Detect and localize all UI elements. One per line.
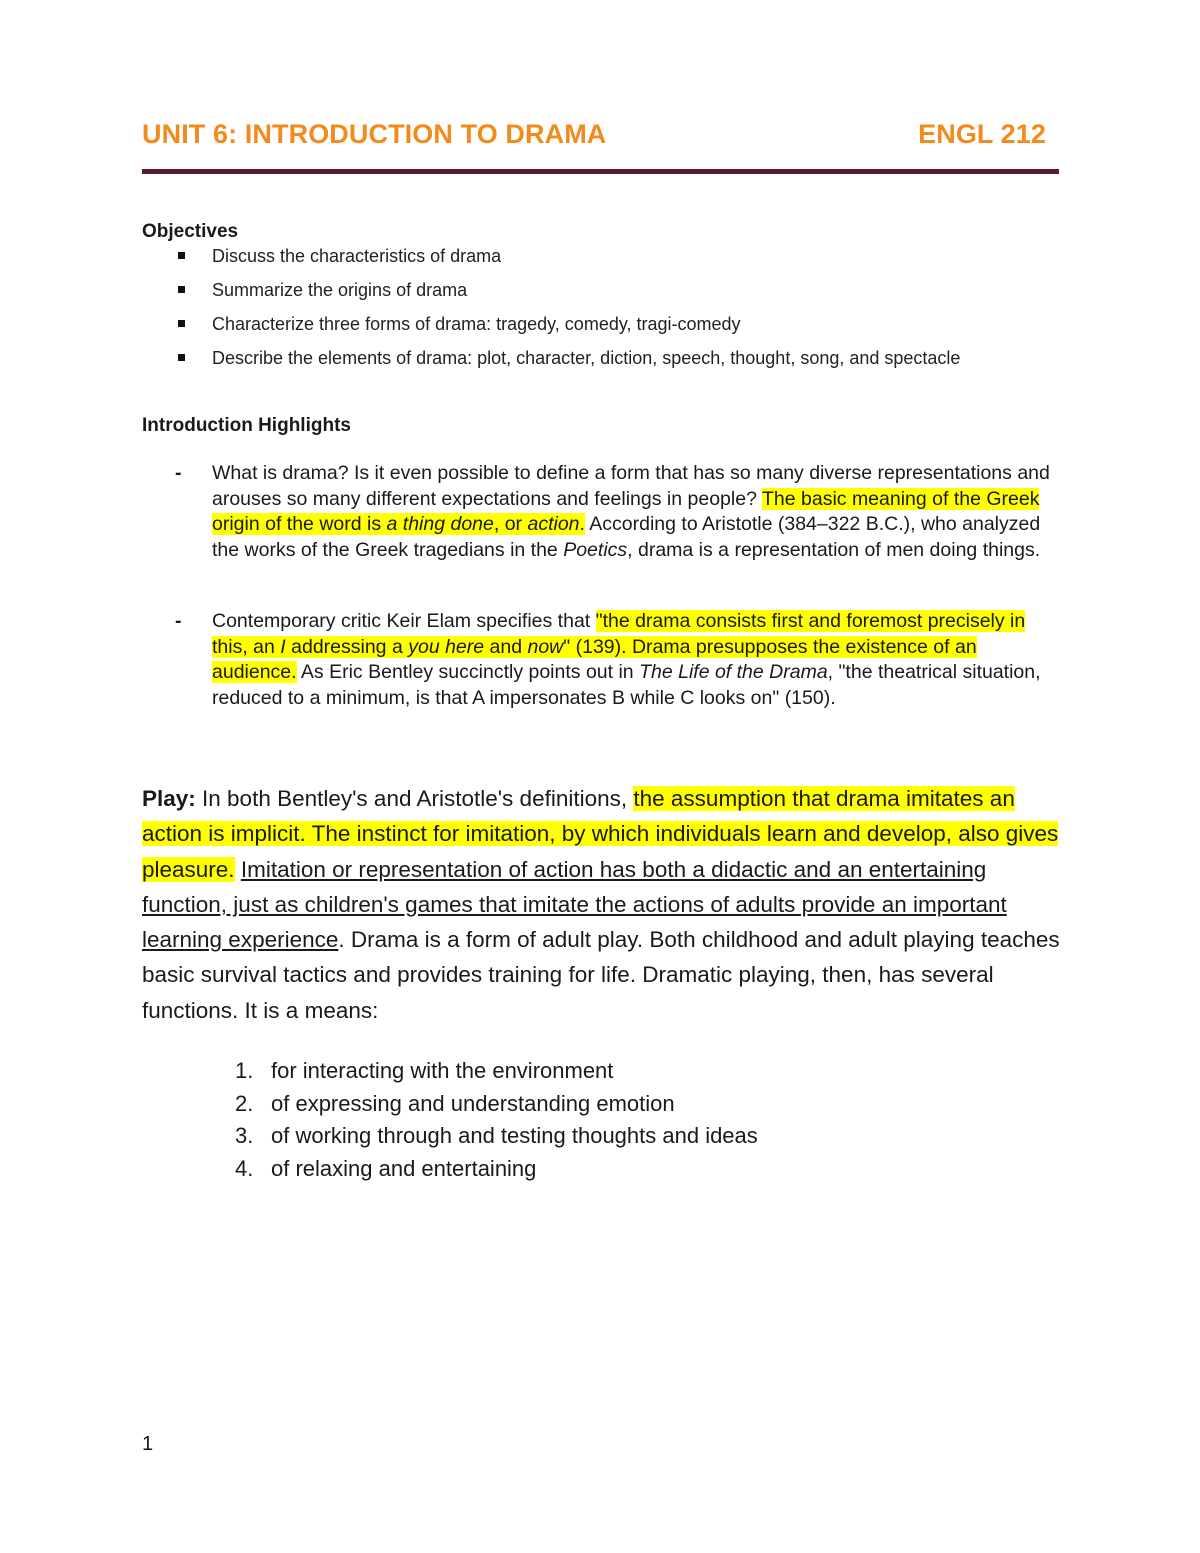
means-text: of relaxing and entertaining	[271, 1156, 537, 1182]
text-run: The basic meaning of the Greek origin of the word is	[212, 487, 1040, 535]
dash-bullet: -	[175, 610, 182, 632]
means-item	[142, 1154, 758, 1187]
italic-text: a thing done	[386, 513, 494, 535]
course-code: ENGL 212	[918, 118, 1046, 149]
unit-title: UNIT 6: INTRODUCTION TO DRAMA	[142, 118, 607, 149]
page-number: 1	[142, 1433, 154, 1455]
text-run: In both Bentley's and Aristotle's definitions,	[195, 786, 634, 811]
text-run: Contemporary critic Keir Elam specifies that	[212, 610, 596, 632]
means-item	[142, 1056, 758, 1089]
means-text: of working through and testing thoughts and ideas	[271, 1123, 758, 1149]
list-number: 3.	[235, 1123, 254, 1149]
italic-text: action	[527, 513, 580, 535]
objective-item	[142, 245, 960, 279]
square-bullet-icon	[178, 252, 185, 259]
text-run: As Eric Bentley succinctly points out in	[296, 661, 640, 683]
header-divider	[142, 169, 1059, 174]
text-run: addressing a	[285, 635, 409, 658]
means-list	[142, 1056, 758, 1187]
play-paragraph	[142, 781, 1062, 1028]
italic-text: now	[527, 635, 564, 658]
introduction-heading: Introduction Highlights	[142, 415, 351, 436]
list-number: 2.	[235, 1090, 254, 1116]
italic-text: The Life of the Drama	[639, 661, 828, 683]
text-run: , "the theatrical situation, reduced to a minimum, is that A impersonates B while C looks on" (150).	[212, 661, 1041, 709]
objective-text: Describe the elements of drama: plot, character, diction, speech, thought, song, and spectacle	[212, 348, 961, 368]
means-text: of expressing and understanding emotion	[271, 1090, 675, 1116]
objective-item	[142, 313, 960, 347]
objectives-heading: Objectives	[142, 221, 239, 242]
text-run: .	[579, 513, 585, 535]
text-run: , drama is a representation of men doing things.	[627, 538, 1041, 561]
means-text: for interacting with the environment	[271, 1058, 614, 1083]
paragraph-text	[212, 609, 1062, 711]
means-item	[142, 1089, 758, 1122]
objective-text: Summarize the origins of drama	[212, 280, 468, 300]
square-bullet-icon	[178, 320, 185, 327]
dash-bullet: -	[175, 462, 182, 484]
text-run: , or	[493, 513, 528, 535]
highlighted-text: the assumption that drama imitates an action is implicit. The instinct for imitation, by which individuals learn and develop, also gives pleasure.	[142, 786, 1059, 882]
page-header	[142, 114, 1046, 154]
list-number: 1.	[235, 1058, 254, 1083]
text-run: According to Aristotle (384–322 B.C.), who analyzed the works of the Greek tragedians in the	[212, 513, 1041, 561]
list-number: 4.	[235, 1156, 254, 1182]
objective-text: Characterize three forms of drama: tragedy, comedy, tragi-comedy	[212, 314, 741, 334]
square-bullet-icon	[178, 286, 185, 293]
text-run: "the drama consists first and foremost precisely in this, an	[212, 610, 1026, 658]
text-run: What is drama? Is it even possible to define a form that has so many diverse representations and arouses so many different expectations and feelings in people?	[212, 462, 1050, 510]
means-item	[142, 1121, 758, 1154]
square-bullet-icon	[178, 354, 185, 361]
text-run: and	[484, 635, 528, 658]
objective-item	[142, 347, 960, 381]
objectives-list	[142, 245, 960, 381]
text-run: . Drama is a form of adult play. Both childhood and adult playing teaches basic survival tactics and provides training for life. Dramatic playing, then, has several functions. It is a means:	[142, 927, 1060, 1023]
italic-text: Poetics	[563, 538, 628, 561]
objective-text: Discuss the characteristics of drama	[212, 246, 502, 266]
text-run: " (139). Drama presupposes the existence of an audience.	[212, 635, 977, 683]
paragraph-text	[212, 461, 1062, 563]
italic-text: you here	[408, 635, 485, 658]
italic-text: I	[280, 635, 286, 658]
underlined-text: Imitation or representation of action has both a didactic and an entertaining function, just as children's games that imitate the actions of adults provide an important learning experience	[142, 856, 1007, 953]
play-label: Play:	[142, 786, 196, 811]
objective-item	[142, 279, 960, 313]
